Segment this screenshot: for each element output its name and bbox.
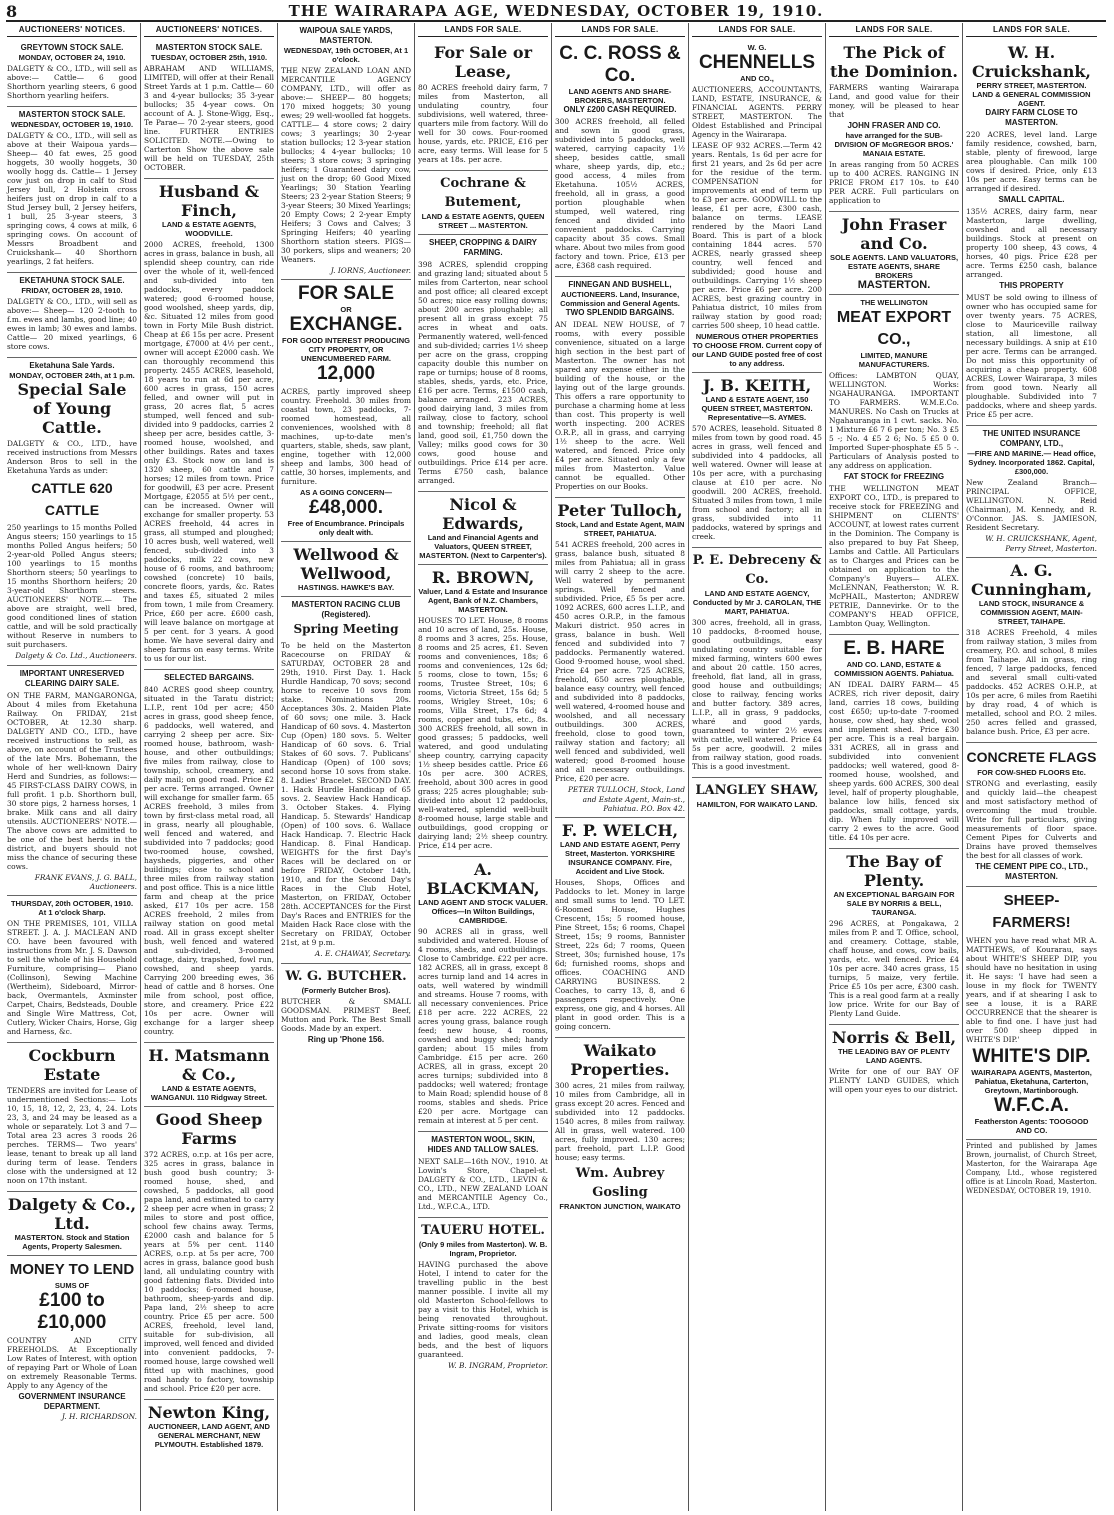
advert-initials: W. G. xyxy=(747,43,767,53)
advert-signature: J. H. RICHARDSON. xyxy=(61,1412,137,1422)
advert-body-continued: THE WELLINGTON MEAT EXPORT CO., LTD., is prepared to receive stock for FREEZING and SHIPMENT on CLIENTS' ACCOUNT, at lowest rates current in the Dominion. The Company is also prepared to buy Fat Sheep, Lambs and Cattle. All Particulars as to Charges and Prices can be obtained on application to the Company's Buyers— ALEX. McLENNAN, Featherston; W. R. McPHAIL, Masterton; ANDREW PETRIE, Dannevirke. Or to the COMPANY'S HEAD OFFICE, Lambton Quay, Wellington. xyxy=(829,484,959,629)
advert-headline: Waikato Properties. xyxy=(570,1041,670,1080)
advert-subheading: LAND & ESTATE AGENTS, QUEEN STREET ... MASTERTON. xyxy=(421,212,545,231)
advert-newton-king xyxy=(144,1400,274,1453)
advert-body-3: MUST be sold owing to illness of owner who has occupied same for over twenty years. 75 ACRES, close to Mauriceville railway station, all limestone, all necessary buildings. A snip at £10 per acre. Terms can be arranged. Do not miss this opportunity of acquiring a cheap property. 608 ACRES, Lower Wairarapa, 3 miles from good town. Nearly all ploughable. Subdivided into 7 paddocks, where and sheep yards. Price £5 per acre. xyxy=(966,293,1097,420)
advert-subheading: AND CO. LAND, ESTATE & COMMISSION AGENTS. Pahiatua. xyxy=(834,660,954,679)
advert-headline: SHEEP-FARMERS! xyxy=(992,891,1071,931)
advert-headline: Husband & Finch, xyxy=(158,182,260,221)
advert-finnegan-bushell xyxy=(555,277,685,498)
advert-date: FRIDAY, OCTOBER 28, 1910. xyxy=(21,286,123,296)
advert-fp-welch xyxy=(555,818,685,1038)
advert-butcher xyxy=(281,964,411,1049)
advert-footer: GOVERNMENT INSURANCE DEPARTMENT. xyxy=(18,1392,126,1412)
advert-waipoua-sale-yards xyxy=(281,23,411,280)
advert-masterton-stock-sale xyxy=(7,107,137,273)
advert-subheading: LAND AGENT AND STOCK VALUER. Offices—In Wilton Buildings, CAMBRIDGE. xyxy=(418,898,548,926)
advert-subheading: LAND & ESTATE AGENT, 150 QUEEN STREET, MASTERTON. Representative—S. AYMES. xyxy=(701,395,813,423)
advert-headline: Cockburn Estate xyxy=(28,1046,116,1085)
advert-taueru-hotel xyxy=(418,1218,548,1374)
column-header: LANDS FOR SALE. xyxy=(418,23,548,37)
advert-subheading: (Only 9 miles from Masterton). W. B. Ingram, Proprietor. xyxy=(418,1240,548,1259)
advert-subheading: LAND AGENTS AND SHARE-BROKERS, MASTERTON. xyxy=(568,87,672,106)
advert-body: AN IDEAL DAIRY FARM— 45 ACRES, rich river deposit, dairy land, carries 18 cows, building cost £650; up-to-date 7-roomed house, cow shed, hay shed, wool and implement shed. Price £30 per acre. This is a real bargain. 331 ACRES, all in grass and subdivided into convenient paddocks; well watered, good 8-roomed house, woolshed, and sheep yards. 600 ACRES, 300 deal level, half of property ploughable, balance low hills, fenced six paddocks, small cottage, yards, dip. When fully improved will carry 2 ewes to the acre. Good title. £4 10s per acre. xyxy=(829,680,959,843)
advert-debreceny xyxy=(692,548,822,778)
advert-signature: FRANK EVANS, J. G. BALL, Auctioneers. xyxy=(34,872,137,891)
advert-headline: The Pick of the Dominion. xyxy=(830,43,958,82)
page-number: 8 xyxy=(6,1,18,21)
advert-subheading: have arranged for the SUB-DIVISION OF McGREGOR BROS.' MANAIA ESTATE. xyxy=(834,131,954,159)
advert-kicker: THE WELLINGTON xyxy=(860,298,928,308)
advert-body: To be held on the Masterton Racecourse on FRIDAY & SATURDAY, OCTOBER 28 and 29th, 1910. First Day. 1. Hack Hurdle Handicap, 70 sovs; second horse to receive 10 sovs from stake. Nominations 20s. Acceptances 30s. 2. Maiden Plate of 60 sovs; one mile. 3. Hack Handicap of 60 sovs. 4. Masterton Cup (Open) 180 sovs. 5. Welter Handicap of 60 sovs. 6. Trial Stakes of 60 sovs. 7. Publicans' Handicap (Open) of 100 sovs; second horse 10 sovs from stake. 8. Ladies' Bracelet. SECOND DAY. 1. Hack Hurdle Handicap of 65 sovs. 2. Seaview Hack Handicap. 3. October Stakes. 4. Flying Handicap. 5. Stewards' Handicap (Open) of 100 sovs. 6. Wallace Hack Handicap. 7. Electric Hack Handicap. 8. Final Handicap. WEIGHTS for the first Day's Races will be declared on or before FRIDAY, October 14th, 1910, and for the Second Day's Races in the Club Hotel, Masterton, on FRIDAY, October 28th. ACCEPTANCES for the First Day's Races and ENTRIES for the Maiden Hack Race close with the Secretary on FRIDAY, October 21st, at 9 p.m. xyxy=(281,641,411,948)
advert-body: FARMERS wanting Wairarapa Land, and good value for their money, will be pleased to hear that xyxy=(829,83,959,120)
advert-cunningham xyxy=(966,558,1097,743)
advert-body: AUCTIONEERS, ACCOUNTANTS, LAND, ESTATE, INSURANCE, & FINANCIAL AGENTS. PERRY STREET, MASTERTON. The Oldest Established and Principal Agency in the Wairarapa. xyxy=(692,85,822,140)
advert-date: WEDNESDAY, OCTOBER 19, 1910. xyxy=(10,120,134,130)
advert-headline: CHENNELLS xyxy=(698,52,816,74)
advert-body: 2000 ACRES, freehold, 1300 acres in grass, balance in bush, all splendid sheep country, can ride over the whole of it, well-fenced and sub-divided into ten paddocks, every paddock watered; good 6-roomed house, good woolshed, sheep yards, dip, &c. Situated 12 miles from good town in Forty Mile Bush district. Cheap at £6 15s per acre. Present mortgage, £7000 at 4½ per cent., owner will accept £2000 cash. We can thoroughly recommend this property. 2455 ACRES, leasehold, 18 years to run at 6d per acre, 600 acres in grass, 150 acres felled, and owner will put in grass, 20 acres flat, 5 acres stumped, well fenced and sub-divided into 9 paddocks, carries 2 sheep per acre, besides cattle, 3-roomed house, woolshed, and other buildings. Rates and taxes only £3. Stock now on land is 1320 sheep, 60 cattle and 7 horses; 12 miles from town. Price for goodwill, £3 per acre. Present Mortgage, £2055 at 5½ per cent., can be increased. Owner will exchange for smaller property. 53 ACRES freehold, 44 acres in grass, all stumped and ploughed; 10 acres bush, well watered, well fenced, sub-divided into 3 paddocks, milk 22 cows, new house of 6 rooms, and bathroom; cowshed (concrete) 10 bails, concrete floors, yards, &c. Rates and taxes £5, situated 2 miles from town, 1 mile from Creamery. Price, £60 per acre. £600 cash, will leave balance on mortgage at 5 per cent. for 3 years. A good home. We have several dairy and sheep farms on easy terms. Write to us for our list. xyxy=(144,240,274,664)
advert-masterton-stock-sale xyxy=(144,40,274,179)
advert-headline: P. E. Debreceny & Co. xyxy=(692,553,822,588)
advert-title: SHEEP, CROPPING & DAIRY FARMING. xyxy=(428,238,538,258)
advert-body: THE NEW ZEALAND LOAN AND MERCANTILE AGENCY COMPANY, LTD., will offer as above:— SHEEP— 80 hoggets; 170 mixed hoggets; 30 young ewes; 29 well-woolled fat hoggets. CATTLE— 4 store cows; 2 dairy cows; 3 yearlings; 30 2-year station bullocks; 12 3-year station bullocks; 4 4-year bullocks; 10 steers; 3 store cows; 3 springing heifers; 1 Guaranteed dairy cow, just on the drop; 60 Good Mixed Yearlings; 30 Station Yearling Steers; 23 2-year Station Steers; 9 3-year Steers; 30 Mixed Yearlings; 20 Empty Cows; 2 2-year Empty Heifers; 3 Cows and Calves; 3 Springing Heifers; 40 yearling Shorthorn station steers. PIGS— 30 porkers, slips and weaners; 20 Weaners. xyxy=(281,66,411,264)
advert-title: EKETAHUNA STOCK SALE. xyxy=(19,276,125,286)
advert-cochrane-butement xyxy=(418,171,548,235)
advert-signature: W. H. CRUICKSHANK, Agent, Perry Street, Masterton. xyxy=(985,534,1097,553)
advert-greytown-stock-sale xyxy=(7,40,137,107)
advert-title: TWO SPLENDID BARGAINS. xyxy=(565,308,675,318)
advert-subheading: PERRY STREET, MASTERTON. LAND & GENERAL COMMISSION AGENT. xyxy=(972,81,1091,109)
advert-subheading: LAND & ESTATE AGENTS, WOODVILLE. xyxy=(161,220,257,239)
column-header: AUCTIONEERS' NOTICES. xyxy=(7,23,137,37)
advert-headline: Norris & Bell, xyxy=(831,1028,957,1048)
advert-waikato-properties xyxy=(555,1038,685,1215)
advert-subheading: LAND STOCK, INSURANCE & COMMISSION AGENT, MAIN-STREET, TAIHAPE. xyxy=(978,598,1085,626)
advert-body: 300 acres, freehold, all in grass, 10 paddocks, 8-roomed house, good outbuildings, easy undulating country suitable for mixed farming, winters 600 ewes and about 20 cattle. 150 acres, freehold, flat land, all in grass, good house and outbuildings; close to railway, fencing works and butter factory. 389 acres, L.I.P., all in grass, 9 paddocks, wharé and good yards, guaranteed to winter 2½ ewes with cattle, well watered. Price £4 5s per acre, goodwill. 2 miles from railway station, good roads. This is a good investment. xyxy=(692,618,822,772)
advert-headline: FINNEGAN AND BUSHELL, xyxy=(568,280,672,290)
advert-headline: MEAT EXPORT CO., xyxy=(836,309,952,349)
advert-headline: A. BLACKMAN, xyxy=(426,860,540,899)
advert-signature: W. B. INGRAM, Proprietor. xyxy=(447,1361,548,1371)
advert-matsmann xyxy=(144,1043,274,1107)
advert-headline: A. G. Cunningham, xyxy=(970,560,1093,599)
advert-acreage: 12,000 xyxy=(316,363,376,385)
advert-headline: J. B. KEITH, xyxy=(702,376,812,396)
advert-title-3: THIS PROPERTY xyxy=(999,281,1064,291)
advert-footer: Featherston Agents: TOOGOOD AND CO. xyxy=(974,1116,1089,1135)
advert-title: MASTERTON RACING CLUB (Registered). xyxy=(291,600,401,620)
advert-young-cattle-sale xyxy=(7,358,137,665)
advert-headline: H. Matsmann & Co., xyxy=(148,1046,270,1085)
advert-body: 840 ACRES good sheep country, situated in the Taratu district; L.I.P., rent 10d per acre; 450 acres in grass, good sheep fence, 6 paddocks, well watered, and carrying 2 sheep per acre. Six-roomed house, bathroom, wash-house, and other outbuildings; five miles from railway, close to township, school, creamery, and daily mail; on good road. Price £2 per acre. Terms arranged. Owner will exchange for smaller farm. 65 ACRES freehold, 3 miles from town by first-class metal road, all in grass, nearly all ploughable, well fenced and watered, and subdivided into 7 paddocks; good two-roomed house, cowshed, haysheds, piggeries, and other buildings; close to school and three miles from railway station and post office. This is a nice little farm and cheap at the price asked, £17 10s per acre. 158 ACRES freehold, 2 miles from railway station on good metal road. All in grass except shelter bush, well fenced and watered and sub-divided, 3-roomed cottage, dairy, trapshed, fowl run, cowshed, and sheep yards. Carrying 200 breeding ewes, 36 head of cattle and 8 horses. One mile from school, post office, store, and creamery. Price £22 10s per acre. Owner will exchange for a larger sheep country. xyxy=(144,685,274,1037)
advert-body: 570 ACRES, leasehold. Situated 8 miles from town by good road. 45 acres in grass, well fenced and subdivided into 4 paddocks, all well watered. Owner will lease at 10s per acre, with a purchasing clause at £10 per acre. No goodwill. 200 ACRES, freehold. Situated 3 miles from town, 1 mile from school and factory; all in grass, subdivided into 11 paddocks, watered by springs and creek. xyxy=(692,424,822,542)
advert-subheading: SUMS OF xyxy=(54,1281,90,1291)
advert-cattle-count: CATTLE 620 CATTLE xyxy=(31,480,113,519)
column-2 xyxy=(141,23,278,1511)
advert-body: WHEN you have read what MR A. MATTHEWS, of Kourarau, says about WHITE'S SHEEP DIP, you should have no hesitation in using it. He says: 'I have had seen a louse in my flock for TWENTY years, and if at shearing I ask to see a louse, it is a RARE OCCURRENCE that the shearer is able to find one. I have just had over 500 sheep dipped in WHITE'S DIP.' xyxy=(966,935,1097,1044)
advert-money-to-lend xyxy=(7,1256,137,1425)
advert-subheading: LAND AND ESTATE AGENCY, Conducted by Mr J. CAROLAN, THE MART, PAHIATUA. xyxy=(692,589,822,617)
advert-body-continued: In areas ranging from 50 ACRES up to 400 ACRES. RANGING IN PRICE FROM £17 10s. to £40 PER ACRE. Full particulars on application to xyxy=(829,160,959,206)
advert-date: TUESDAY, OCTOBER 25th, 1910. xyxy=(150,53,268,63)
advert-date: THURSDAY, 20th OCTOBER, 1910. At 1 o'clock Sharp. xyxy=(10,899,134,918)
advert-body: Offices: LAMBTON QUAY, WELLINGTON. Works: NGAHAURANGA. IMPORTANT TO FARMERS. W.M.E.Co. MANURES. No Cash on Trucks at Ngahauranga in 1 cwt. sacks. No. 1 Mixture £6 7 6 per ton; No. 3 £5 5 -; No. 4 £5 2 6; No. 5 £5 0 0. Imported Super-phosphate £5 5 -. Particulars of Analysis posted to any address on application. xyxy=(829,371,959,471)
advert-pick-of-dominion xyxy=(829,40,959,212)
advert-body: BUTCHER & SMALL GOODSMAN. PRIMEST Beef, Mutton and Pork. The Best Small Goods. Made by an expert. xyxy=(281,996,411,1033)
advert-subheading: AN EXCEPTIONAL BARGAIN FOR SALE BY NORRIS & BELL, TAURANGA. xyxy=(833,890,955,918)
advert-body: 296 ACRES, at Pongakawa, 2 miles from P. and T. Office, school, and creamery. Cottage, stable, chaff house, and cows, cow bails, yards, etc. well fenced. Price £4 10s per acre. 340 acres grass, 15 turnips, 5 maize, very fertile. Price £5 10s per acre, £300 cash. This is a real good farm at a really low price. Write for our Bay of Plenty Land Guide. xyxy=(829,919,959,1019)
newspaper-page xyxy=(4,23,1108,1511)
advert-headline: Spring Meeting xyxy=(293,622,399,637)
advert-body: 90 ACRES all in grass, well subdivided and watered. House of 4 rooms, sheds, and outbuildings. Close to Cambridge. £22 per acre. 182 ACRES, all in grass, except 8 acres turnip land and 14 acres in oats, well watered by windmill and streams. House 7 rooms, with all necessary conveniences. Price £18 per acre. 222 ACRES, 22 acres young grass, balance rough feed; new house, 4 rooms, cowshed and buggy shed; handy garden; about 15 miles from Cambridge. £15 per acre. 260 ACRES, all in grass, except 20 acres turnips; subdivided into 8 paddocks; well watered; frontage to Main Road; splendid house of 8 rooms, stables and sheds. Price £20 per acre. Mortgage can remain at interest at 5 per cent. xyxy=(418,927,548,1126)
advert-body: AN IDEAL NEW HOUSE, of 7 rooms, with every possible convenience, situated on a large high section in the best part of Masterton. The owner has not spared any expense either in the building of the house, or the laying out of the large grounds. This offers a rare opportunity to purchase a charming home at less than cost. This property is well worth inspecting. 200 ACRES O.R.P., all in grass, and carrying 1½ sheep to the acre. Well watered, and fenced. Price only £4 per acre. Situated only a few miles from Masterton. Value cannot be equalled. Other Properties on our Books. xyxy=(555,320,685,492)
advert-subheading: THE LEADING BAY OF PLENTY LAND AGENTS. xyxy=(837,1047,951,1066)
advert-signature: THE CEMENT PIPE CO., LTD., MASTERTON. xyxy=(975,861,1088,881)
advert-headline: Peter Tulloch, xyxy=(557,501,683,521)
advert-title: MASTERTON WOOL, SKIN, HIDES AND TALLOW SALES. xyxy=(427,1135,539,1155)
advert-agent: W.F.C.A. xyxy=(994,1094,1069,1116)
advert-body: NEXT SALE—16th NOV., 1910. At Lowin's Store, Chapel-st. DALGETY & CO., LTD., LEVIN & CO., LTD., NEW ZEALAND LOAN and MERCANTILE Agency Co., Ltd., W.F.C.A., LTD. xyxy=(418,1157,548,1212)
advert-furniture-sale xyxy=(7,896,137,1043)
advert-subheading: FOR GOOD INTEREST PRODUCING CITY PROPERTY, OR UNENCUMBERED FARM. xyxy=(282,336,410,364)
advert-body: 220 ACRES, level land. Large family residence, cowshed, barn, stable, plenty of firewood, large area ploughable. Can milk 100 cows if desired. Price, only £13 10s per acre. Easy terms can be arranged if desired. xyxy=(966,130,1097,194)
advert-headline: Good Sheep Farms xyxy=(155,1110,263,1149)
advert-subheading: MASTERTON. Stock and Station Agents, Property Salesmen. xyxy=(14,1233,130,1252)
advert-town: MASTERTON. xyxy=(857,279,931,292)
advert-headline: C. C. ROSS & Co. xyxy=(559,43,681,87)
advert-for-sale-or-exchange xyxy=(281,280,411,542)
advert-signature: Dalgety & Co. Ltd., Auctioneers. xyxy=(15,651,137,661)
advert-headline: The Bay of Plenty. xyxy=(846,852,942,891)
advert-headline: Nicol & Edwards, xyxy=(442,495,524,534)
advert-headline: Special Sale of Young Cattle. xyxy=(17,380,127,438)
advert-for-sale-or-lease xyxy=(418,40,548,171)
advert-body: ACRES, partly improved sheep country. Freehold. 30 miles from coastal town, 23 paddocks, 7-roomed homestead, all conveniences, woolshed with 8 machines, up-to-date men's quarters, stable, sheds, saw plant, engine, together with 12,000 sheep and lambs, 300 head of cattle, 30 horses, implements, and furniture. xyxy=(281,387,411,487)
advert-clearing-dairy-sale xyxy=(7,666,137,897)
advert-united-insurance xyxy=(966,426,1097,558)
advert-wool-sales xyxy=(418,1132,548,1218)
advert-title: MASTERTON STOCK SALE. xyxy=(18,110,126,120)
column-7 xyxy=(826,23,963,1511)
advert-title: FAT STOCK for FREEZING xyxy=(843,472,945,482)
advert-body: 372 ACRES, o.r.p. at 16s per acre, 325 acres in grass, balance in bush good bush country; 3-roomed house, shed, and cowshed, 5 paddocks, all good papa land, and estimated to carry 2 sheep per acre when in grass; 2 miles to store and post office, school few chains away. Terms, £2000 cash and balance for 5 years at 5% per cent. 1140 ACRES, o.r.p. at 5s per acre, 700 acres in grass, balance good bush land, all undulating country with good fattening flats. Divided into 10 paddocks; 6-roomed house, bathroom, sheep-yards and dip. Papa land, 2½ sheep to acre country. Price £5 per acre. 500 ACRES, freehold, level land, suitable for sub-division, all improved, well fenced and divided into convenient paddocks, 7-roomed house, large cowshed well fitted up with machines, good road handy to factory, township and school. Price £20 per acre. xyxy=(144,1150,274,1394)
advert-body: 398 ACRES, splendid cropping and grazing land; situated about 5 miles from Carterton, near school and post office; all cleared except 50 acres; nice easy rolling downs; about 200 acres ploughable; all present all in grass except 75 acres in wheat and oats. Permanently watered, well-fenced and sub-divided; carries 1½ sheep per acre on the grass, cropping capacity double this number on rape or turnips; house of 8 rooms, stables, sheds, yards, etc. Price, £16 per acre. Terms, £1500 cash, balance arranged. 223 ACRES, good dairying land, 3 miles from railway, close to factory, school and township; freehold; all flat land, good soil, £1,750 down the Valley; milks good cows for 30 cows, good house and outbuildings. Price £14 per acre. Terms £750 cash, balance arranged. xyxy=(418,260,548,486)
column-header: LANDS FOR SALE. xyxy=(829,23,959,37)
advert-subheading: AUCTIONEER, LAND AGENT, AND GENERAL MERCHANT, NEW PLYMOUTH. Established 1879. xyxy=(148,1422,270,1450)
advert-body-2: 135½ ACRES, dairy farm, near Masterton, large dwelling, cowshed and all necessary buildings. Stock at present on property 100 sheep, 43 cows, 4 horses, 40 pigs. Price £28 per acre. Terms £250 cash, balance arranged. xyxy=(966,207,1097,280)
advert-wellwood xyxy=(281,542,411,597)
advert-agent-name: Wm. Aubrey Gosling xyxy=(575,1166,665,1201)
advert-headline: E. B. HARE xyxy=(843,638,945,660)
advert-eb-hare xyxy=(829,635,959,849)
advert-footer: Free of Encumbrance. Principals only dealt with. xyxy=(287,519,405,538)
advert-headline: F. P. WELCH, xyxy=(561,821,679,841)
advert-body: New Zealand Branch— PRINCIPAL OFFICE, WELLINGTON. N. Reid (Chairman), M. Kennedy, and R. O'Connor. JAS. S. JAMIESON, Resident Secretary. xyxy=(966,478,1097,533)
advert-body: 80 ACRES freehold dairy farm, 7 miles from Masterton, all undulating country, four subdivisions, well watered, three-quarters mile from factory. Will do well for 30 cows. Four-roomed house, yards, etc. PRICE, £16 per acre, easy terms. Will lease for 5 years at 18s. per acre. xyxy=(418,83,548,165)
advert-product: WHITE'S DIP. xyxy=(972,1045,1091,1067)
advert-headline: TAUERU HOTEL. xyxy=(421,1223,545,1239)
advert-title: GREYTOWN STOCK SALE. xyxy=(20,43,124,53)
advert-subheading: SOLE AGENTS. LAND VALUATORS, ESTATE AGENTS, SHARE BROKERS xyxy=(829,253,959,281)
advert-body: Write for one of our BAY OF PLENTY LAND GUIDES, which will open your eyes to our district. xyxy=(829,1067,959,1095)
column-header: LANDS FOR SALE. xyxy=(966,23,1097,37)
column-8 xyxy=(963,23,1100,1511)
advert-title-2: SMALL CAPITAL. xyxy=(998,195,1065,205)
advert-headline: FOR SALE xyxy=(297,283,395,305)
column-3 xyxy=(278,23,415,1511)
advert-racing-club xyxy=(281,597,411,963)
advert-or: OR xyxy=(340,305,352,315)
advert-footer: Ring up 'Phone 156. xyxy=(307,1034,385,1044)
advert-langley-shaw xyxy=(692,778,822,813)
advert-body: HAVING purchased the above Hotel, I intend to cater for the travelling public in the best manner possible. I invite all my old Masterton School-fellows to pay a visit to this Hotel, which is being renovated throughout. Private sitting-rooms for visitors and ladies, good meals, clean beds, and the best of liquors guaranteed. xyxy=(418,1260,548,1360)
advert-headline: Dalgety & Co., Ltd. xyxy=(7,1195,137,1234)
advert-body: 300 ACRES freehold, all felled and sown in good grass, subdivided into 5 paddocks, well watered, carrying capacity 1½ sheep, besides cattle, small whare, sheep yards, dip, etc.; good access, 4 miles from Eketahuna. 105½ ACRES, freehold, all in grass, a good portion ploughable when stumped, well watered, ring fenced and divided into convenient paddocks. Carrying capacity about 35 cows. Small whare. About two miles from good factory and town. Price, £13 per acre, £368 cash required. xyxy=(555,117,685,271)
advert-selected-bargains xyxy=(144,670,274,1043)
advert-body: DALGETY & CO., LTD., will sell as above:— Cattle— 6 good Shorthorn yearling steers, 6 good Shorthorn yearling heifers. xyxy=(7,64,137,101)
advert-subheading: HASTINGS. HAWKE'S BAY. xyxy=(297,583,395,593)
advert-jb-keith xyxy=(692,373,822,548)
advert-headline: W. H. Cruickshank, xyxy=(972,43,1091,82)
advert-headline: For Sale or Lease, xyxy=(433,43,532,82)
advert-signature: PETER TULLOCH, Stock, Land and Estate Agent, Main-st., Pahiatua. P.O. Box 42. xyxy=(567,785,685,813)
advert-headline: LANGLEY SHAW, xyxy=(695,783,819,799)
column-header: AUCTIONEERS' NOTICES. xyxy=(144,23,274,37)
advert-cruickshank xyxy=(966,40,1097,426)
advert-headline: Wellwood & Wellwood, xyxy=(293,545,399,584)
advert-cc-ross xyxy=(555,40,685,277)
advert-subheading: —FIRE AND MARINE.— Head office, Sydney. Incorporated 1862. Capital, £300,000. xyxy=(967,449,1096,477)
advert-subheading: LAND & ESTATE AGENTS, WANGANUI. 110 Ridgway Street. xyxy=(150,1084,268,1103)
advert-blackman xyxy=(418,857,548,1132)
advert-body-continued: LEASE OF 932 ACRES.—Term 42 years. Rentals, 1s 6d per acre for first 21 years, and 2s 6d per acre for the residue of the term. COMPENSATION for improvements at end of term up to £3 per acre. GOODWILL to the lease, £1 per acre, £300 cash, balance on terms. LEASE rendered by the Maori Land Board. This is part of a block containing 1844 acres. 570 ACRES, nearly grassed sheep country, well fenced and subdivided; good house and outbuildings. Carrying 1½ sheep per acre. Price £6 per acre. 200 ACRES, best grazing country in Pahiatua district, 10 miles from railway station by good road; carries 500 sheep, 10 head cattle. xyxy=(692,141,822,331)
advert-subheading: Valuer, Land & Estate and Insurance Agent, Bank of N.Z. Chambers, MASTERTON. xyxy=(418,587,548,615)
advert-title: WAIPOUA SALE YARDS, MASTERTON. xyxy=(299,26,393,45)
advert-good-sheep-farms xyxy=(144,1107,274,1400)
advert-date: MONDAY, OCTOBER 24, 1910. xyxy=(18,53,126,63)
advert-agent-name: JOHN FRASER AND CO. xyxy=(847,121,941,131)
advert-body: 300 acres, 21 miles from railway, 10 miles from Cambridge, all in grass except 20 acres. Fenced and subdivided into 12 paddocks. 1540 acres, 8 miles from railway. All in grass, well watered. 100 acres, fully improved. 130 acres; part freehold, part L.I.P. Good house; easy terms. xyxy=(555,1081,685,1163)
advert-subheading: Stock, Land and Estate Agent, MAIN STREET, PAHIATUA. xyxy=(555,520,685,539)
column-4 xyxy=(415,23,552,1511)
advert-meat-export xyxy=(829,295,959,635)
column-header: LANDS FOR SALE. xyxy=(692,23,822,37)
advert-bay-of-plenty xyxy=(829,849,959,1025)
advert-headline: Newton King, xyxy=(147,1403,271,1423)
advert-chennells xyxy=(692,40,822,373)
advert-cockburn-estate xyxy=(7,1043,137,1192)
advert-r-brown xyxy=(418,565,548,857)
advert-body: COUNTRY AND CITY FREEHOLDS. At Exceptionally Low Rates of Interest, with option of repaying Part or Whole of Loan on extremely Reasonable Terms. Apply to any Agency of the xyxy=(7,1336,137,1391)
advert-subheading: WAIRARAPA AGENTS, Masterton, Pahiatua, Eketahuna, Carterton, Greytown, Martinborough. xyxy=(971,1067,1092,1095)
advert-norris-bell xyxy=(829,1025,959,1100)
advert-body: ON THE PREMISES, 101, VILLA STREET. J. A. J. MACLEAN AND CO. have been favoured with instructions from Mr. J. S. Dawson to sell the whole of his Household Furniture, comprising— Piano (Collinson), Sewing Machine (Wertheim), Sideboard, Mirror-back, Overmantels, Axminster Carpet, Chairs, Bedsteads, Double and Single Wire Mattress, Cot, Cutlery, Wicker Chairs, Horse, Gig and Harness, &c. xyxy=(7,919,137,1037)
advert-body: Houses, Shops, Offices and Paddocks to let. Money in large and small sums to lend. TO LET. 6-Roomed House, Hughes Crescent, 15s; 5 roomed house, Pine Street, 15s; 6 rooms, Chapel Street, 15s; 9 rooms, Bannister Street, 22s 6d; 7 rooms, Queen Street, 30s; furnished house, 17s 6d; furnished rooms, shops and offices. COACHING AND CARRYING BUSINESS. 2 Coaches, to carry 13, 8, and 6 passengers respectively. One express, one gig, and 4 horses. All plant in good order. This is a going concern. xyxy=(555,878,685,1032)
advert-body: 541 ACRES freehold, 200 acres in grass, balance bush, situated 8 miles from Pahiatua; all in grass will carry 2 sheep to the acre. Well watered by permanent springs. Well fenced and subdivided. Price, £5 5s per acre. 1092 ACRES, 600 acres L.I.P., and 450 acres O.R.P., in the famous Makuri district. 950 acres in grass, balance in bush. Well fenced and subdivided into 7 paddocks. Permanently watered. Good 9-roomed house, wool shed. Price £4 per acre. 725 ACRES, freehold, 650 acres ploughable, balance easy country, well fenced and subdivided into 8 paddocks, well watered, 4-roomed house and woolshed, and all necessary outbuildings. 300 ACRES, freehold, close to good town, railway station and factory; all well fenced and subdivided, well watered; good 8-roomed house and all necessary outbuildings. Price, £20 per acre. xyxy=(555,540,685,784)
advert-date: MONDAY, OCTOBER 24th, at 1 p.m. xyxy=(9,371,135,381)
advert-footer: NUMEROUS OTHER PROPERTIES TO CHOOSE FROM. Current copy of our LAND GUIDE posted free of cost to any address. xyxy=(692,332,823,369)
advert-headline: W. G. BUTCHER. xyxy=(285,968,407,984)
advert-title: IMPORTANT UNRESERVED CLEARING DAIRY SALE. xyxy=(19,668,125,688)
advert-title: ONLY £200 CASH REQUIRED. xyxy=(563,105,677,115)
advert-title: MASTERTON STOCK SALE. xyxy=(155,43,263,53)
advert-body: 318 ACRES Freehold, 4 miles from railway station, 3 miles from creamery, P.O. and school, 8 miles from Taihape. All in grass, ring fenced, 7 large paddocks, fenced and several small culti-vated paddocks. 452 ACRES O.H.P., at 10s per acre, 6 miles from Raetihi by dray road, 4 of which is metalled, school and P.O. 2 miles. 250 acres felled and grassed, balance bush. Price, £3 per acre. xyxy=(966,627,1097,736)
advert-nicol-edwards xyxy=(418,492,548,565)
advert-eketahuna-stock-sale xyxy=(7,273,137,358)
advert-body: DALGETY & CO., LTD., have received instructions from Messrs Anderson Bros to sell in the Eketahuna Yards as under: xyxy=(7,439,137,476)
advert-headline: Cochrane & Butement, xyxy=(440,176,526,211)
advert-signature: A. E. CHAWAY, Secretary. xyxy=(314,949,411,959)
advert-amount: £100 to £10,000 xyxy=(37,1290,107,1334)
advert-headline: CONCRETE FLAGS xyxy=(966,748,1097,765)
advert-footer: FRANKTON JUNCTION, WAIKATO xyxy=(559,1202,681,1212)
advert-body: DALGETY & CO., LTD., will sell as above:— Sheep— 120 2-tooth to f.m. ewes and lambs, good line; 40 ewes in lamb; 30 ewes and lambs. Cattle— 20 mixed yearlings, 6 store cows. xyxy=(7,297,137,352)
advert-headline-2: EXCHANGE. xyxy=(289,314,403,336)
column-1 xyxy=(4,23,141,1511)
advert-subheading: AUCTIONEERS. Land, Insurance, Commission and General Agents. xyxy=(560,290,680,309)
advert-body: HOUSES TO LET. House, 8 rooms and 10 acres of land, 25s. House, 8 rooms and 3 acres, 25s. House, 8 rooms and 25 acres, £1. Seven rooms and conveniences, 18s; 6 rooms and conveniences, 12s 6d; 5 rooms, close to town, 15s; 6 rooms, Trustee Street, 10s; 6 rooms, Victoria Street, 15s 6d; 5 rooms, Wrigley Street, 10s; 6 rooms, Villa Street, 17s 6d; 4 rooms, copper and tubs, etc., 8s. 300 ACRES freehold, all sown in good grasses; 5 paddocks, well watered, and good undulating sheep country, carrying capacity 1½ sheep besides cattle. Price £6 10s per acre. 300 ACRES, freehold, about 300 acres in good grass; 225 acres ploughable; sub-divided into about 12 paddocks, well-watered, splendid well-built 8-roomed house, large stable and outbuildings, good cropping or dairying land; 2½ sheep country. Price, £14 per acre. xyxy=(418,616,548,851)
advert-headline: John Fraser and Co. xyxy=(841,215,947,254)
advert-body: DALGETY & CO., LTD., will sell as above at their Waipoua yards— Sheep— 40 fat ewes, 25 good hoggets, 30 woolly hoggets, 30 woolly hogg ds. Cattle— 1 Jersey cow just on drop in calf to Stud Jersey bull, 2 Holstein cross heifers just on drop in calf to a Stud Jersey bull, 2 Jersey heifers, 1 bull, 25 3-year steers, 3 springing cows, 4 cows at milk, 6 springing cows. On account of Messrs Broadbent and Cruickshank— 40 Shorthorn yearlings, 2 fat heifers. xyxy=(7,131,137,267)
advert-sheep-farmers xyxy=(966,887,1097,1140)
advert-subheading: AND CO., xyxy=(740,74,774,84)
advert-sheep-cropping xyxy=(418,235,548,492)
advert-subheading: LIMITED, MANURE MANUFACTURERS. xyxy=(858,351,930,370)
advert-title: Eketahuna Sale Yards. xyxy=(29,361,115,371)
advert-subheading: (Formerly Butcher Bros). xyxy=(301,985,391,995)
printer-imprint: Printed and published by James Brown, journalist, of Church Street, Masterton, for the Wairarapa Age Company, Ltd., whose registered office is at Lincoln Road, Masterton. WEDNESDAY, OCTOBER 19, 1910. xyxy=(966,1141,1097,1195)
advert-body-continued: 250 yearlings to 15 months Polled Angus steers; 150 yearlings to 15 months Polled Angus heifers; 50 2-year-old Polled Angus steers; 100 yearlings to 15 months Shorthorn steers; 50 yearlings to 15 months Shorthorn heifers; 20 3-year-old Shorthorn steers. AUCTIONEERS' NOTE.— The above are straight, well bred, good conditioned lines of station cattle, and will be sold practically without Reserve in numbers to suit purchasers. xyxy=(7,523,137,650)
column-5 xyxy=(552,23,689,1511)
advert-signature: J. IORNS, Auctioneer. xyxy=(330,266,411,275)
advert-title: SELECTED BARGAINS. xyxy=(164,673,254,683)
advert-body: STRONG and everlasting, easily and quickly laid—the cheapest and most satisfactory method of overcoming the mud trouble. Write for full particulars, giving measurements of floor space. Cement Pipes for Culverts and Drains have proved themselves the best for all classes of work. xyxy=(966,778,1097,860)
advert-peter-tulloch xyxy=(555,498,685,818)
advert-date: WEDNESDAY, 19th OCTOBER, At 1 o'clock. xyxy=(283,46,409,64)
advert-headline: MONEY TO LEND xyxy=(9,1261,135,1279)
advert-husband-finch xyxy=(144,179,274,670)
newspaper-title: THE WAIRARAPA AGE, WEDNESDAY, OCTOBER 19, 1910. xyxy=(288,2,824,20)
advert-body: ON THE FARM, MANGARONGA, About 4 miles from Eketahuna Railway. On FRIDAY, 21st OCTOBER, At 12.30 sharp. DALGETY AND CO., LTD., have received instructions to sell, as above, on account of the Trustees of the late Mrs. Bohemann, the whole of her well-known Dairy Herd and Sundries, as follows:— 45 FIRST-CLASS DAIRY COWS, in full profit. 1 p.b. Shorthorn bull, 30 store pigs, 2 harness horses, 1 brake. Milk cans and all dairy utensils. AUCTIONEERS' NOTE.— The above cows are admitted to be one of the best herds in the district, and buyers should not miss the chance of securing these cows. xyxy=(7,690,137,871)
advert-body: TENDERS are invited for Lease of undermentioned Sections:— Lots 10, 15, 18, 12, 2, 23, 4, 24. Lots 23, 3, and 24 may be leased as a whole or separately. Lot 3 and 7— Total area 23 acres 3 roods 26 perches. TERMS— Two years' lease, tenant to break up all land during term of lease. Tenders close with the undersigned at 12 noon on 17th instant. xyxy=(7,1086,137,1186)
advert-headline: THE UNITED INSURANCE COMPANY, LTD., xyxy=(982,429,1081,449)
advert-title: DAIRY FARM CLOSE TO MASTERTON. xyxy=(985,108,1078,128)
advert-headline: R. BROWN, xyxy=(431,568,535,588)
column-header: LANDS FOR SALE. xyxy=(555,23,685,37)
advert-subheading: FOR COW-SHED FLOORS Etc. xyxy=(977,767,1086,777)
advert-price: £48,000. xyxy=(309,497,383,519)
masthead xyxy=(6,2,1106,22)
column-6 xyxy=(689,23,826,1511)
advert-subheading: Land and Financial Agents and Valuators, QUEEN STREET, MASTERTON. (Next to Carpenter's). xyxy=(419,533,547,561)
advert-subheading: HAMILTON, FOR WAIKATO LAND. xyxy=(696,800,818,810)
advert-going-concern: AS A GOING CONCERN— xyxy=(300,488,392,498)
advert-concrete-flags xyxy=(966,743,1097,887)
advert-dalgety xyxy=(7,1192,137,1256)
advert-subheading: LAND AND ESTATE AGENT, Perry Street, Masterton. YORKSHIRE INSURANCE COMPANY. Fire, Accident and Live Stock. xyxy=(559,840,680,877)
advert-john-fraser xyxy=(829,212,959,295)
advert-body: ABRAHAM AND WILLIAMS, LIMITED, will offer at their Renall Street Yards at 1 p.m. Cattle— 60 3 and 4-year bullocks; 35 3-year bullocks; 35 4-year cows. On account of A. J. Stone-Wigg, Esq., Te Parae— 70 2-year steers, good line. FURTHER ENTRIES SOLICITED. NOTE.—Owing to Carterton Show the above sale will be held on TUESDAY, 25th OCTOBER. xyxy=(144,64,274,173)
